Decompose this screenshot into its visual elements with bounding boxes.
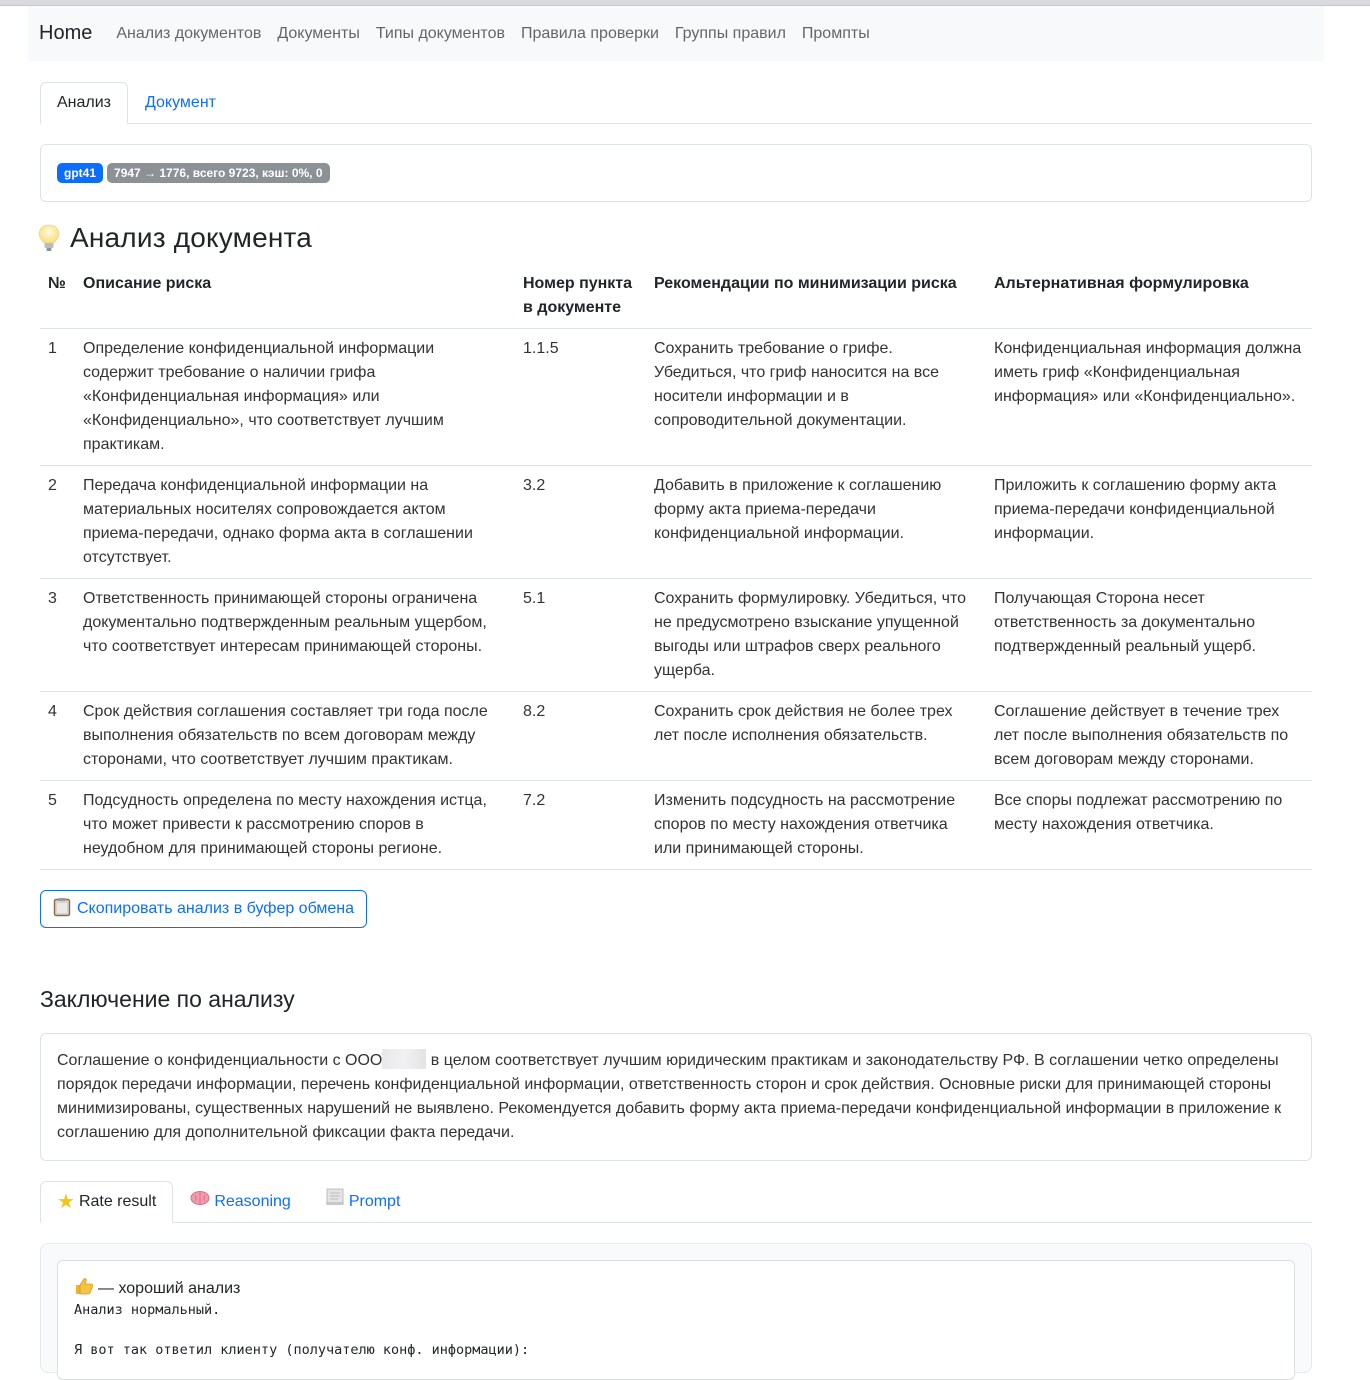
lightbulb-icon bbox=[36, 223, 62, 253]
tab-prompt-label: Prompt bbox=[348, 1193, 401, 1210]
tab-reasoning-label: Reasoning bbox=[214, 1193, 291, 1210]
model-info-card bbox=[40, 144, 1312, 202]
row-risk: Передача конфиденциальной информации на материальных носителях сопровождается актом приема-передачи, однако форма акта в соглашении отсутствует. bbox=[75, 466, 515, 579]
conclusion-heading: Заключение по анализу bbox=[40, 986, 295, 1012]
rating-card bbox=[57, 1260, 1295, 1380]
table-row bbox=[40, 692, 1312, 781]
table-row bbox=[40, 329, 1312, 466]
row-risk: Подсудность определена по месту нахождения истца, что может привести к рассмотрению споров в неудобном для принимающей стороны регионе. bbox=[75, 781, 515, 870]
nav-link-document-types[interactable]: Типы документов bbox=[375, 24, 505, 42]
tab-rate-result[interactable] bbox=[40, 1181, 173, 1223]
row-clause: 1.1.5 bbox=[515, 329, 646, 466]
risk-table-header bbox=[40, 264, 1312, 329]
tab-prompt[interactable] bbox=[308, 1181, 418, 1223]
col-header-alternative: Альтернативная формулировка bbox=[986, 264, 1312, 329]
rating-comment-line bbox=[74, 1320, 1278, 1340]
row-recommendation: Сохранить требование о грифе. Убедиться, что гриф наносится на все носители информации и в сопроводительной документации. bbox=[646, 329, 986, 466]
clipboard-icon bbox=[53, 897, 71, 922]
tab-reasoning[interactable] bbox=[173, 1181, 308, 1223]
row-clause: 7.2 bbox=[515, 781, 646, 870]
model-badge: gpt41 bbox=[57, 163, 103, 183]
analysis-title: Анализ документа bbox=[70, 222, 313, 253]
nav-link-document-analysis[interactable]: Анализ документов bbox=[116, 24, 262, 42]
rating-verdict-text: — хороший анализ bbox=[98, 1279, 241, 1297]
redacted-company-name bbox=[382, 1049, 426, 1069]
brain-icon bbox=[190, 1182, 210, 1222]
row-risk: Определение конфиденциальной информации содержит требование о наличии грифа «Конфиденциальная информация» или «Конфиденциально», что соответствует лучшим практикам. bbox=[75, 329, 515, 466]
table-row bbox=[40, 781, 1312, 870]
rating-comment-line: Я вот так ответил клиенту (получателю конф. информации): bbox=[74, 1342, 530, 1358]
analysis-heading bbox=[36, 222, 1312, 254]
row-alternative: Получающая Сторона несет ответственность за документально подтвержденный реальный ущерб. bbox=[986, 579, 1312, 692]
scroll-icon bbox=[325, 1182, 345, 1222]
nav-brand-home[interactable]: Home bbox=[39, 22, 93, 44]
conclusion-text-end: в целом соответствует лучшим юридическим практикам и законодательству РФ. В соглашении четко определены порядок передачи информации, перечень конфиденциальной информации, ответственность сторон и срок действия. Основные риски для принимающей стороны минимизированы, существенных нарушений не выявлено. Рекомендуется добавить форму акта приема-передачи конфиденциальной информации в приложение к соглашению для дополнительной фиксации факта передачи. bbox=[57, 1052, 1282, 1141]
row-risk: Ответственность принимающей стороны ограничена документально подтвержденным реальным ущербом, что соответствует интересам принимающей стороны. bbox=[75, 579, 515, 692]
rating-comment-line: Анализ нормальный. bbox=[74, 1302, 221, 1318]
navbar bbox=[28, 6, 1324, 61]
row-number: 4 bbox=[40, 692, 75, 781]
col-header-clause: Номер пункта в документе bbox=[515, 264, 646, 329]
row-risk: Срок действия соглашения составляет три года после выполнения обязательств по всем договорам между сторонами, что соответствует лучшим практикам. bbox=[75, 692, 515, 781]
conclusion-card bbox=[40, 1033, 1312, 1161]
nav-link-documents[interactable]: Документы bbox=[277, 24, 360, 42]
row-recommendation: Сохранить формулировку. Убедиться, что не предусмотрено взыскание упущенной выгоды или штрафов сверх реального ущерба. bbox=[646, 579, 986, 692]
row-number: 1 bbox=[40, 329, 75, 466]
row-alternative: Конфиденциальная информация должна иметь гриф «Конфиденциальная информация» или «Конфиденциально». bbox=[986, 329, 1312, 466]
col-header-recommendation: Рекомендации по минимизации риска bbox=[646, 264, 986, 329]
row-alternative: Соглашение действует в течение трех лет после выполнения обязательств по всем договорам между сторонами. bbox=[986, 692, 1312, 781]
result-tabs bbox=[40, 1181, 1312, 1223]
tab-document[interactable]: Документ bbox=[145, 94, 216, 111]
nav-link-check-rules[interactable]: Правила проверки bbox=[520, 24, 659, 42]
row-number: 2 bbox=[40, 466, 75, 579]
row-number: 3 bbox=[40, 579, 75, 692]
main-tabs bbox=[40, 82, 1312, 124]
row-number: 5 bbox=[40, 781, 75, 870]
conclusion-text-start: Соглашение о конфиденциальности с ООО bbox=[57, 1052, 383, 1069]
table-row bbox=[40, 579, 1312, 692]
thumbs-up-icon bbox=[74, 1277, 94, 1300]
col-header-risk: Описание риска bbox=[75, 264, 515, 329]
row-clause: 3.2 bbox=[515, 466, 646, 579]
row-alternative: Все споры подлежат рассмотрению по месту нахождения ответчика. bbox=[986, 781, 1312, 870]
token-usage-badge: 7947 → 1776, всего 9723, кэш: 0%, 0 bbox=[107, 163, 330, 183]
row-alternative: Приложить к соглашению форму акта приема-передачи конфиденциальной информации. bbox=[986, 466, 1312, 579]
star-icon: ★ bbox=[57, 1191, 75, 1213]
copy-analysis-label: Скопировать анализ в буфер обмена bbox=[77, 900, 355, 917]
col-header-number: № bbox=[40, 264, 75, 329]
main-container bbox=[40, 82, 1312, 1373]
row-recommendation: Сохранить срок действия не более трех лет после исполнения обязательств. bbox=[646, 692, 986, 781]
risk-table bbox=[40, 264, 1312, 870]
row-clause: 5.1 bbox=[515, 579, 646, 692]
tab-rate-result-label: Rate result bbox=[78, 1193, 157, 1210]
rating-verdict bbox=[74, 1277, 1278, 1300]
row-recommendation: Добавить в приложение к соглашению форму акта приема-передачи конфиденциальной информации. bbox=[646, 466, 986, 579]
table-row bbox=[40, 466, 1312, 579]
copy-analysis-button[interactable] bbox=[40, 890, 367, 928]
nav-link-rule-groups[interactable]: Группы правил bbox=[674, 24, 786, 42]
tab-analysis[interactable]: Анализ bbox=[40, 82, 128, 124]
nav-link-prompts[interactable]: Промпты bbox=[801, 24, 870, 42]
row-clause: 8.2 bbox=[515, 692, 646, 781]
row-recommendation: Изменить подсудность на рассмотрение споров по месту нахождения ответчика или принимающей стороны. bbox=[646, 781, 986, 870]
